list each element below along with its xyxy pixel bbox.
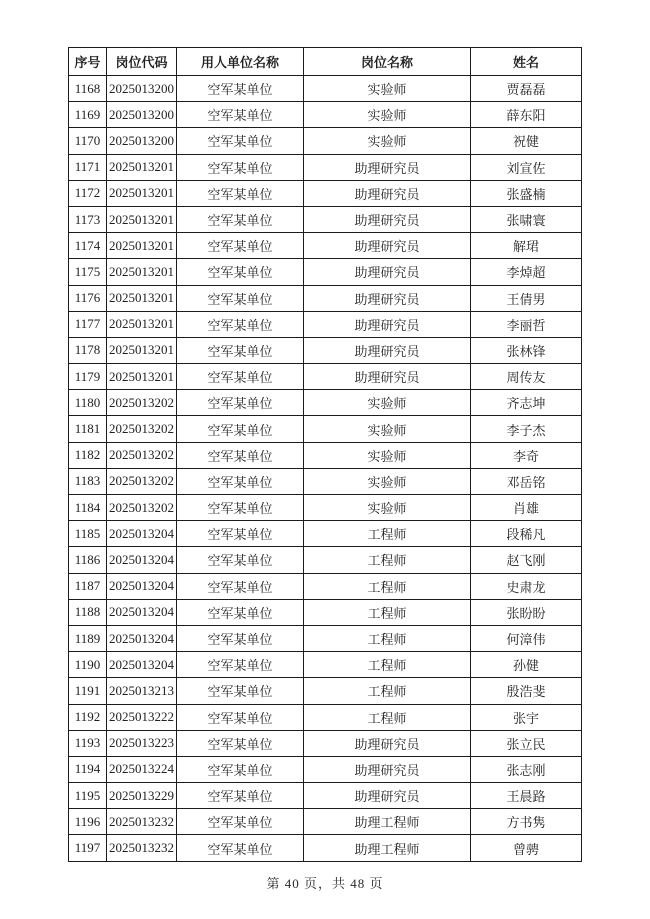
cell-index: 1183 bbox=[69, 468, 107, 494]
cell-name: 张盼盼 bbox=[471, 599, 582, 625]
cell-position-code: 2025013200 bbox=[107, 102, 177, 128]
cell-name: 贾磊磊 bbox=[471, 76, 582, 102]
cell-name: 王倩男 bbox=[471, 285, 582, 311]
cell-position-name: 助理研究员 bbox=[304, 206, 471, 232]
cell-employer-name: 空军某单位 bbox=[177, 573, 304, 599]
cell-name: 赵飞刚 bbox=[471, 547, 582, 573]
cell-index: 1176 bbox=[69, 285, 107, 311]
cell-position-name: 工程师 bbox=[304, 704, 471, 730]
table-row bbox=[69, 259, 582, 285]
table-row bbox=[69, 76, 582, 102]
cell-position-name: 工程师 bbox=[304, 678, 471, 704]
cell-position-code: 2025013201 bbox=[107, 285, 177, 311]
cell-position-name: 助理研究员 bbox=[304, 285, 471, 311]
cell-index: 1186 bbox=[69, 547, 107, 573]
cell-employer-name: 空军某单位 bbox=[177, 730, 304, 756]
cell-name: 祝健 bbox=[471, 128, 582, 154]
cell-name: 张啸寰 bbox=[471, 206, 582, 232]
cell-employer-name: 空军某单位 bbox=[177, 835, 304, 861]
cell-position-code: 2025013201 bbox=[107, 259, 177, 285]
cell-position-code: 2025013200 bbox=[107, 76, 177, 102]
cell-index: 1181 bbox=[69, 416, 107, 442]
positions-table bbox=[68, 47, 582, 862]
table-row bbox=[69, 285, 582, 311]
cell-index: 1184 bbox=[69, 495, 107, 521]
cell-employer-name: 空军某单位 bbox=[177, 233, 304, 259]
cell-name: 王晨路 bbox=[471, 783, 582, 809]
cell-employer-name: 空军某单位 bbox=[177, 468, 304, 494]
table-header-row bbox=[69, 48, 582, 76]
cell-position-name: 实验师 bbox=[304, 76, 471, 102]
col-header-employer-name: 用人单位名称 bbox=[177, 48, 304, 76]
cell-name: 张志刚 bbox=[471, 756, 582, 782]
table-row bbox=[69, 678, 582, 704]
cell-position-code: 2025013201 bbox=[107, 311, 177, 337]
cell-position-code: 2025013201 bbox=[107, 337, 177, 363]
cell-index: 1171 bbox=[69, 154, 107, 180]
cell-index: 1190 bbox=[69, 652, 107, 678]
table-row bbox=[69, 206, 582, 232]
cell-employer-name: 空军某单位 bbox=[177, 128, 304, 154]
cell-position-code: 2025013200 bbox=[107, 128, 177, 154]
cell-position-code: 2025013232 bbox=[107, 809, 177, 835]
cell-name: 李丽哲 bbox=[471, 311, 582, 337]
col-header-position-code: 岗位代码 bbox=[107, 48, 177, 76]
cell-index: 1192 bbox=[69, 704, 107, 730]
page-number-footer: 第 40 页，共 48 页 bbox=[266, 876, 384, 891]
table-row bbox=[69, 730, 582, 756]
cell-name: 周传友 bbox=[471, 364, 582, 390]
table-row bbox=[69, 337, 582, 363]
table-row bbox=[69, 547, 582, 573]
cell-employer-name: 空军某单位 bbox=[177, 337, 304, 363]
cell-position-name: 助理研究员 bbox=[304, 730, 471, 756]
table-row bbox=[69, 599, 582, 625]
cell-name: 李奇 bbox=[471, 442, 582, 468]
cell-position-name: 工程师 bbox=[304, 652, 471, 678]
cell-index: 1180 bbox=[69, 390, 107, 416]
cell-position-code: 2025013202 bbox=[107, 495, 177, 521]
cell-index: 1185 bbox=[69, 521, 107, 547]
cell-position-code: 2025013229 bbox=[107, 783, 177, 809]
table-row bbox=[69, 783, 582, 809]
cell-position-name: 助理研究员 bbox=[304, 337, 471, 363]
cell-name: 殷浩斐 bbox=[471, 678, 582, 704]
cell-index: 1197 bbox=[69, 835, 107, 861]
cell-position-name: 实验师 bbox=[304, 416, 471, 442]
cell-position-name: 助理研究员 bbox=[304, 364, 471, 390]
cell-index: 1175 bbox=[69, 259, 107, 285]
cell-name: 薛东阳 bbox=[471, 102, 582, 128]
cell-position-code: 2025013201 bbox=[107, 180, 177, 206]
cell-employer-name: 空军某单位 bbox=[177, 311, 304, 337]
cell-position-code: 2025013232 bbox=[107, 835, 177, 861]
cell-name: 张立民 bbox=[471, 730, 582, 756]
cell-position-name: 工程师 bbox=[304, 547, 471, 573]
cell-employer-name: 空军某单位 bbox=[177, 154, 304, 180]
cell-position-name: 助理研究员 bbox=[304, 154, 471, 180]
cell-position-code: 2025013202 bbox=[107, 442, 177, 468]
cell-employer-name: 空军某单位 bbox=[177, 547, 304, 573]
cell-position-name: 工程师 bbox=[304, 599, 471, 625]
cell-employer-name: 空军某单位 bbox=[177, 416, 304, 442]
cell-index: 1187 bbox=[69, 573, 107, 599]
cell-employer-name: 空军某单位 bbox=[177, 364, 304, 390]
cell-position-code: 2025013204 bbox=[107, 599, 177, 625]
cell-index: 1174 bbox=[69, 233, 107, 259]
table-row bbox=[69, 809, 582, 835]
cell-position-code: 2025013201 bbox=[107, 154, 177, 180]
cell-index: 1196 bbox=[69, 809, 107, 835]
table-row bbox=[69, 468, 582, 494]
cell-name: 段稀凡 bbox=[471, 521, 582, 547]
cell-position-code: 2025013201 bbox=[107, 233, 177, 259]
cell-position-code: 2025013204 bbox=[107, 625, 177, 651]
cell-employer-name: 空军某单位 bbox=[177, 652, 304, 678]
cell-employer-name: 空军某单位 bbox=[177, 599, 304, 625]
cell-index: 1194 bbox=[69, 756, 107, 782]
table-row bbox=[69, 364, 582, 390]
cell-index: 1179 bbox=[69, 364, 107, 390]
cell-position-name: 助理工程师 bbox=[304, 835, 471, 861]
cell-employer-name: 空军某单位 bbox=[177, 102, 304, 128]
cell-employer-name: 空军某单位 bbox=[177, 756, 304, 782]
table-row bbox=[69, 180, 582, 206]
cell-index: 1169 bbox=[69, 102, 107, 128]
cell-employer-name: 空军某单位 bbox=[177, 180, 304, 206]
cell-index: 1170 bbox=[69, 128, 107, 154]
cell-name: 张宇 bbox=[471, 704, 582, 730]
cell-position-name: 实验师 bbox=[304, 390, 471, 416]
cell-position-name: 助理工程师 bbox=[304, 809, 471, 835]
cell-position-name: 工程师 bbox=[304, 521, 471, 547]
cell-employer-name: 空军某单位 bbox=[177, 259, 304, 285]
cell-index: 1172 bbox=[69, 180, 107, 206]
cell-position-code: 2025013224 bbox=[107, 756, 177, 782]
cell-position-code: 2025013204 bbox=[107, 652, 177, 678]
table-row bbox=[69, 625, 582, 651]
cell-position-code: 2025013202 bbox=[107, 390, 177, 416]
cell-position-name: 助理研究员 bbox=[304, 180, 471, 206]
cell-index: 1193 bbox=[69, 730, 107, 756]
cell-position-name: 实验师 bbox=[304, 442, 471, 468]
cell-position-name: 实验师 bbox=[304, 102, 471, 128]
cell-index: 1189 bbox=[69, 625, 107, 651]
table-row bbox=[69, 756, 582, 782]
cell-position-name: 助理研究员 bbox=[304, 259, 471, 285]
cell-position-name: 实验师 bbox=[304, 128, 471, 154]
cell-name: 齐志坤 bbox=[471, 390, 582, 416]
table-row bbox=[69, 704, 582, 730]
col-header-index: 序号 bbox=[69, 48, 107, 76]
table-row bbox=[69, 835, 582, 861]
cell-position-name: 工程师 bbox=[304, 573, 471, 599]
table-row bbox=[69, 521, 582, 547]
table-row bbox=[69, 573, 582, 599]
cell-name: 孙健 bbox=[471, 652, 582, 678]
table-row bbox=[69, 128, 582, 154]
cell-employer-name: 空军某单位 bbox=[177, 625, 304, 651]
cell-position-name: 助理研究员 bbox=[304, 311, 471, 337]
cell-name: 李子杰 bbox=[471, 416, 582, 442]
cell-employer-name: 空军某单位 bbox=[177, 76, 304, 102]
cell-employer-name: 空军某单位 bbox=[177, 442, 304, 468]
cell-position-name: 助理研究员 bbox=[304, 756, 471, 782]
cell-employer-name: 空军某单位 bbox=[177, 678, 304, 704]
table-row bbox=[69, 652, 582, 678]
cell-position-name: 工程师 bbox=[304, 625, 471, 651]
cell-name: 张林锋 bbox=[471, 337, 582, 363]
cell-name: 肖雄 bbox=[471, 495, 582, 521]
cell-index: 1177 bbox=[69, 311, 107, 337]
cell-index: 1178 bbox=[69, 337, 107, 363]
cell-position-name: 实验师 bbox=[304, 468, 471, 494]
table-row bbox=[69, 442, 582, 468]
cell-employer-name: 空军某单位 bbox=[177, 390, 304, 416]
cell-employer-name: 空军某单位 bbox=[177, 809, 304, 835]
cell-name: 解珺 bbox=[471, 233, 582, 259]
cell-employer-name: 空军某单位 bbox=[177, 521, 304, 547]
cell-employer-name: 空军某单位 bbox=[177, 285, 304, 311]
cell-employer-name: 空军某单位 bbox=[177, 206, 304, 232]
col-header-position-name: 岗位名称 bbox=[304, 48, 471, 76]
cell-position-code: 2025013222 bbox=[107, 704, 177, 730]
cell-name: 方书隽 bbox=[471, 809, 582, 835]
cell-name: 张盛楠 bbox=[471, 180, 582, 206]
cell-position-code: 2025013204 bbox=[107, 573, 177, 599]
cell-index: 1173 bbox=[69, 206, 107, 232]
cell-index: 1182 bbox=[69, 442, 107, 468]
cell-index: 1188 bbox=[69, 599, 107, 625]
cell-position-name: 助理研究员 bbox=[304, 783, 471, 809]
table-row bbox=[69, 416, 582, 442]
cell-employer-name: 空军某单位 bbox=[177, 783, 304, 809]
cell-position-name: 实验师 bbox=[304, 495, 471, 521]
cell-name: 曾骋 bbox=[471, 835, 582, 861]
cell-position-code: 2025013213 bbox=[107, 678, 177, 704]
table-row bbox=[69, 154, 582, 180]
cell-position-code: 2025013223 bbox=[107, 730, 177, 756]
table-row bbox=[69, 233, 582, 259]
cell-position-code: 2025013204 bbox=[107, 547, 177, 573]
cell-position-name: 助理研究员 bbox=[304, 233, 471, 259]
table-row bbox=[69, 311, 582, 337]
cell-name: 李焯超 bbox=[471, 259, 582, 285]
cell-index: 1168 bbox=[69, 76, 107, 102]
cell-name: 史肃龙 bbox=[471, 573, 582, 599]
cell-name: 何漳伟 bbox=[471, 625, 582, 651]
cell-employer-name: 空军某单位 bbox=[177, 495, 304, 521]
cell-name: 邓岳铭 bbox=[471, 468, 582, 494]
cell-name: 刘宣佐 bbox=[471, 154, 582, 180]
cell-index: 1191 bbox=[69, 678, 107, 704]
table-head bbox=[69, 48, 582, 76]
table-row bbox=[69, 495, 582, 521]
col-header-name: 姓名 bbox=[471, 48, 582, 76]
cell-position-code: 2025013202 bbox=[107, 416, 177, 442]
cell-employer-name: 空军某单位 bbox=[177, 704, 304, 730]
cell-position-code: 2025013202 bbox=[107, 468, 177, 494]
cell-position-code: 2025013204 bbox=[107, 521, 177, 547]
cell-position-code: 2025013201 bbox=[107, 206, 177, 232]
cell-index: 1195 bbox=[69, 783, 107, 809]
table-row bbox=[69, 390, 582, 416]
cell-position-code: 2025013201 bbox=[107, 364, 177, 390]
table-body bbox=[69, 76, 582, 862]
table-row bbox=[69, 102, 582, 128]
